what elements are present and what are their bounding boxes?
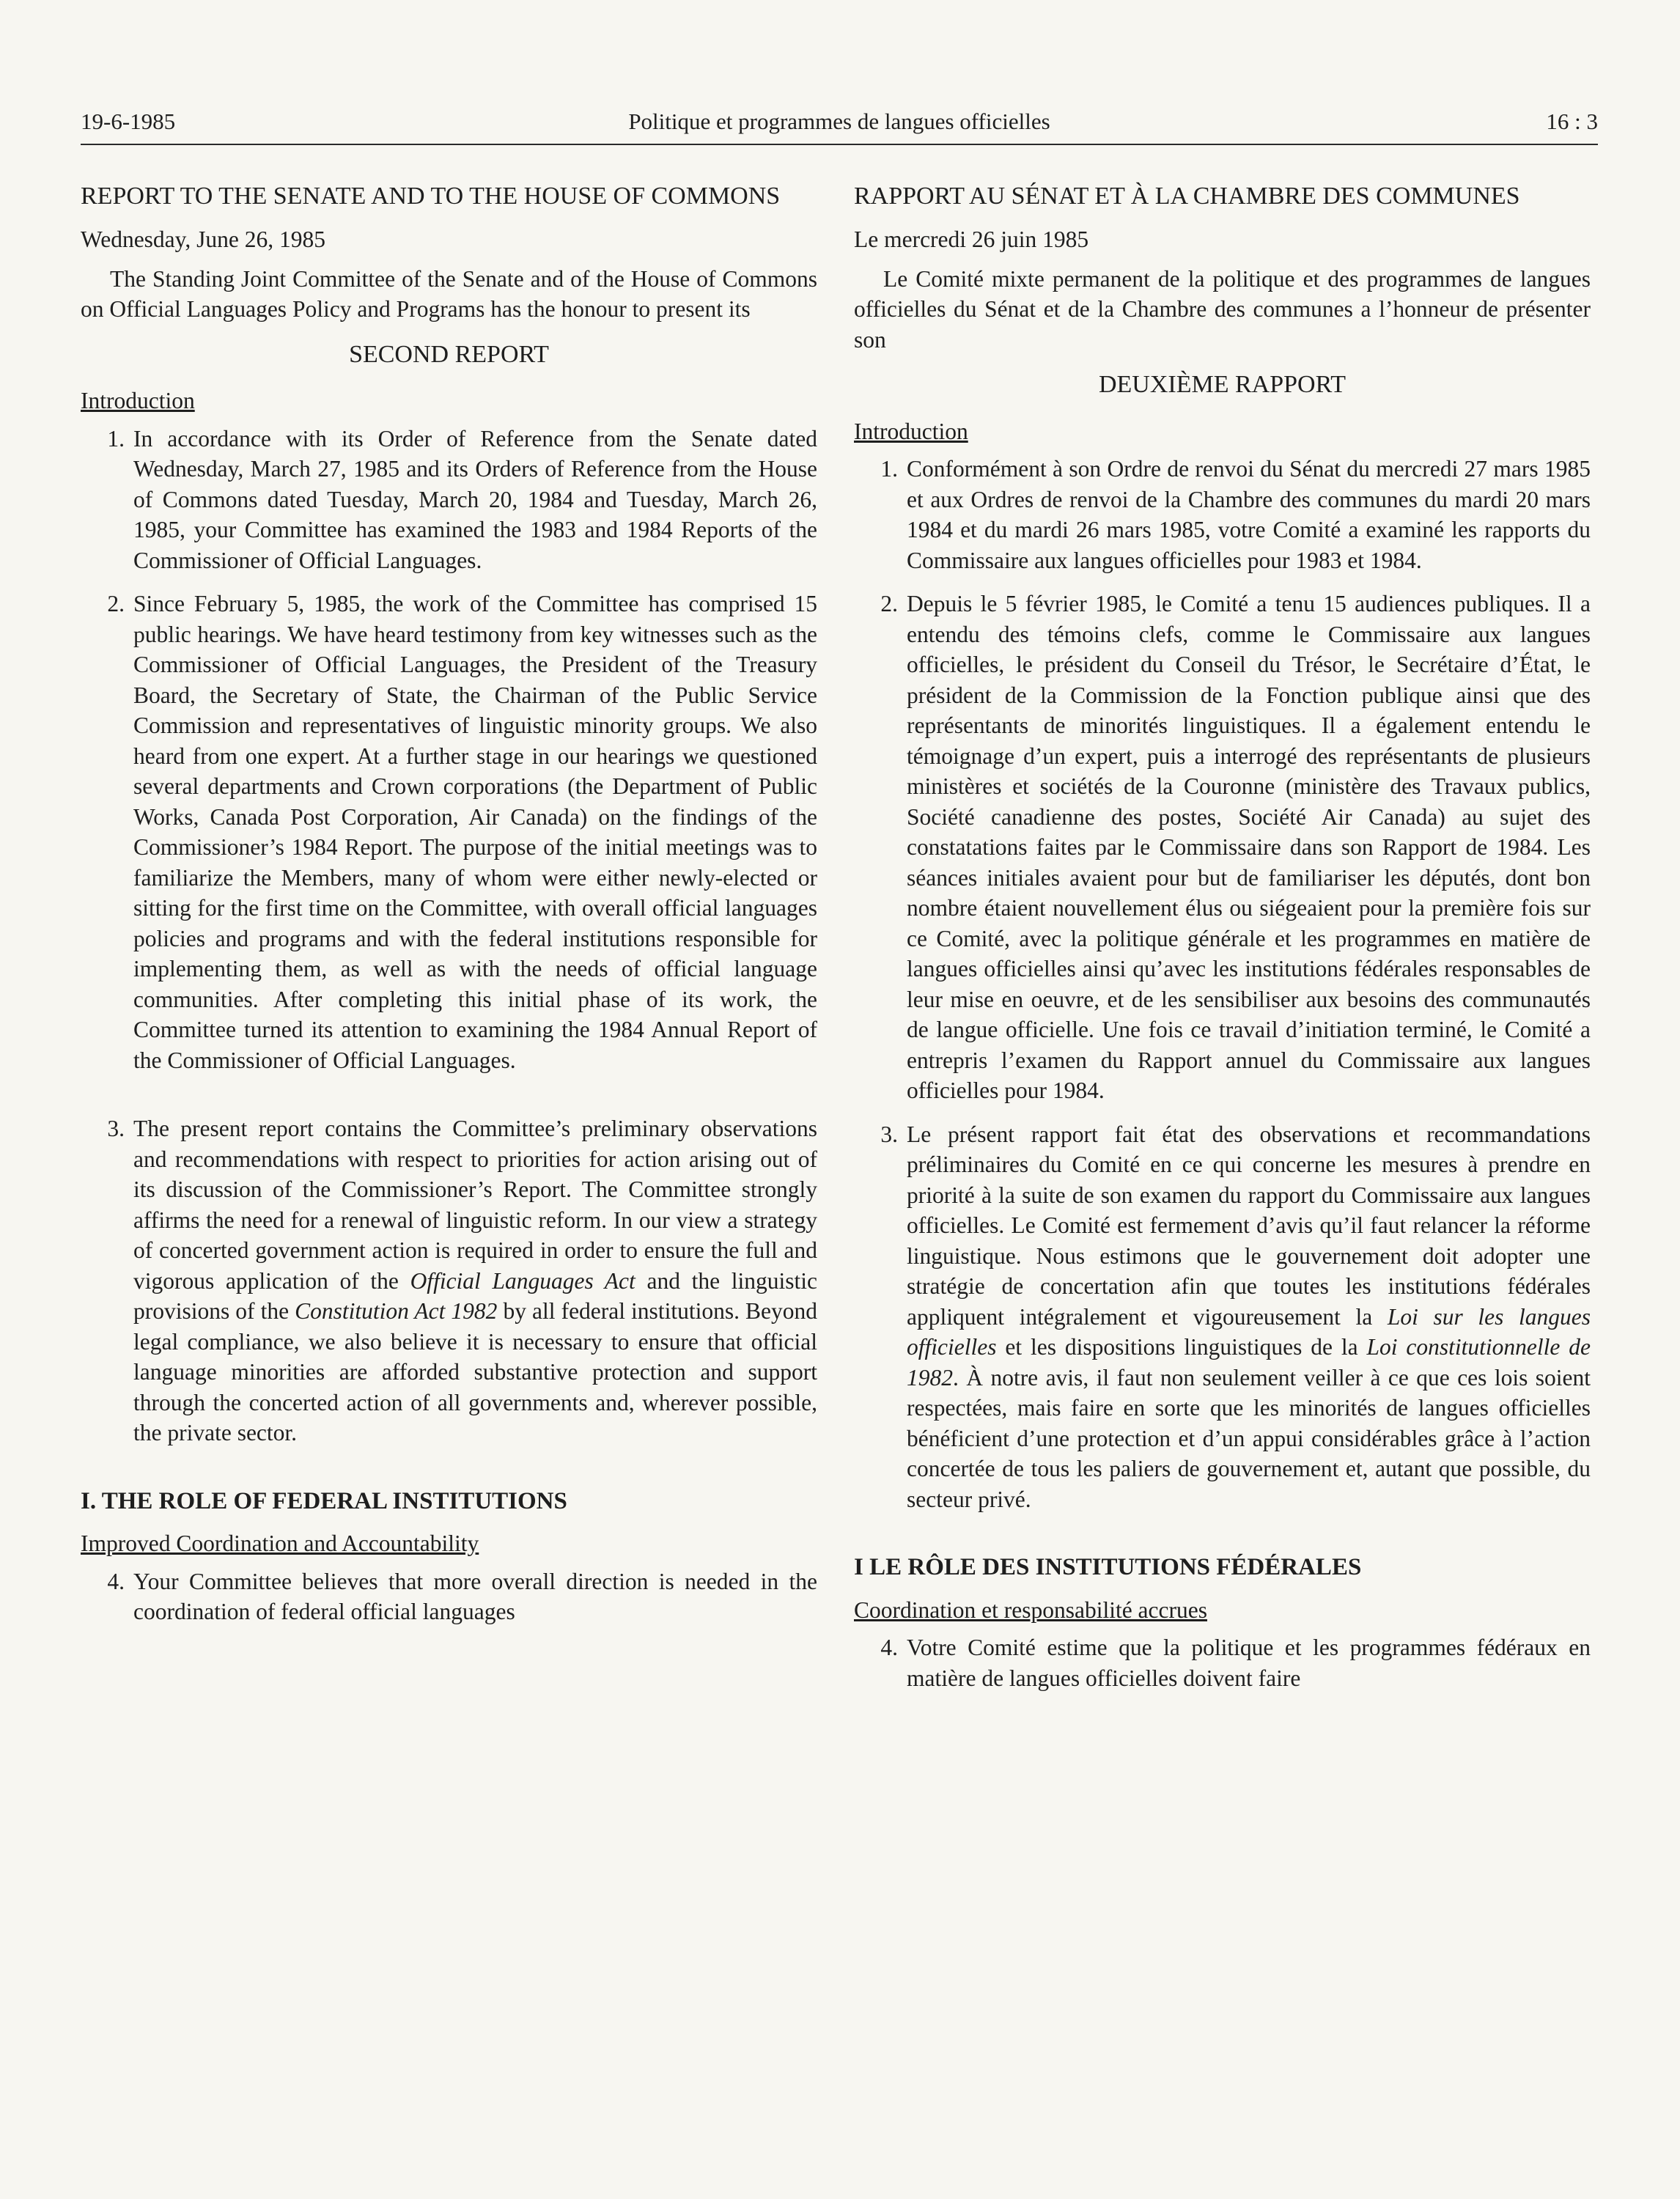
act-title: Loi sur les langues officielles [907,1303,1591,1360]
report-name: SECOND REPORT [349,340,549,368]
numbered-list [854,1632,1591,1693]
item-number: 4. [880,1635,898,1660]
item-number: 2. [107,591,125,616]
list-item [854,1632,1591,1693]
list-item [81,424,817,576]
sub-heading: Coordination et responsabilité accrues [854,1596,1207,1623]
item-number: 2. [880,591,898,616]
report-name: DEUXIÈME RAPPORT [1098,371,1346,398]
report-date: Le mercredi 26 juin 1985 [854,226,1089,252]
act-title: Constitution Act 1982 [295,1298,498,1324]
act-title: Loi constitutionnelle de 1982 [907,1334,1591,1391]
item-text: Since February 5, 1985, the work of the Committee has comprised 15 public hearings. We have heard testimony from key witnesses such as the Commissioner of Official Languages, the President of the Treasury Board, the Secretary of State, the Chairman of the Public Service Commission and representatives of linguistic minority groups. We also heard from one expert. At a further stage in our hearings we questioned several departments and Crown corporations (the Department of Public Works, Canada Post Corporation, Air Canada) on the findings of the Commissioner’s 1984 Report. The purpose of the initial meetings was to familiarize the Members, many of whom were either newly-elected or sitting for the first time on the Committee, with overall official languages policies and programs and with the federal institutions responsible for implementing them, as well as with the needs of official language communities. After completing this initial phase of its work, the Committee turned its attention to examining the 1984 Annual Report of the Commissioner of Official Languages. [133,591,817,1073]
header-date: 19-6-1985 [81,108,176,134]
item-number: 1. [880,456,898,482]
section-heading: I LE RÔLE DES INSTITUTIONS FÉDÉRALES [854,1554,1362,1580]
item-text: Le présent rapport fait état des observations et recommandations préliminaires du Comité en ce qui concerne les mesures à prendre en priorité à la suite de son examen du rapport du Commissaire aux langues officielles. Le Comité est fermement d’avis qu’il faut relancer la réforme linguistique. Nous estimons que le gouvernement doit adopter une stratégie de concertation afin que toutes les institutions fédérales appliquent intégralement et vigoureusement la Loi sur les langues officielles et les dispositions linguistiques de la Loi constitutionnelle de 1982. À notre avis, il faut non seulement veiller à ce que ces lois soient respectées, mais faire en sorte que les minorités de langues officielles bénéficient d’une protection et d’un appui considérables grâce à l’action concertée de tous les paliers de gouvernement et, autant que possible, du secteur privé. [907,1121,1591,1512]
intro-paragraph: Le Comité mixte permanent de la politique et des programmes de langues officielles du Sénat et de la Chambre des communes a l’honneur de présenter son [854,265,1591,353]
header-title: Politique et programmes de langues officielles [628,108,1050,134]
item-text: Depuis le 5 février 1985, le Comité a tenu 15 audiences publiques. Il a entendu des témoins clefs, comme le Commissaire aux langues officielles, le président du Conseil du Trésor, le Secrétaire d’État, le président de la Commission de la Fonction publique ainsi que des représentants de minorités linguistiques. Il a également entendu le témoignage d’un expert, puis a interrogé des représentants de plusieurs ministères et sociétés de la Couronne (ministère des Travaux publics, Société canadienne des postes, Société Air Canada) au sujet des constatations faites par le Commissaire dans son Rapport de 1984. Les séances initiales avaient pour but de familiariser les députés, dont bon nombre étaient nouvellement élus ou siégeaient pour la première fois sur ce Comité, avec la politique générale et les programmes en matière de langues officielles ainsi qu’avec les institutions fédérales responsables de leur mise en oeuvre, et de les sensibiliser aux besoins des communautés de langue officielle. Une fois ce travail d’initiation terminé, le Comité a entrepris l’examen du Rapport annuel du Commissaire aux langues officielles pour 1984. [907,591,1591,1103]
item-text: Votre Comité estime que la politique et les programmes fédéraux en matière de langues officielles doivent faire [907,1635,1591,1691]
item-number: 1. [107,425,125,452]
section-label: Introduction [854,418,968,444]
list-item [854,454,1591,575]
document-page [81,103,1598,2155]
numbered-list [854,454,1591,1514]
item-text: Your Committee believes that more overall direction is needed in the coordination of federal official languages [133,1568,817,1624]
numbered-list [81,424,817,1448]
page-number: 16 : 3 [1546,108,1598,134]
item-text: In accordance with its Order of Reference from the Senate dated Wednesday, March 27, 1985 and its Orders of Reference from the House of Commons dated Tuesday, March 20, 1984 and Tuesday, March 26, 1985, your Committee has examined the 1983 and 1984 Reports of the Commissioner of Official Languages. [133,425,817,573]
item-text: Conformément à son Ordre de renvoi du Sénat du mercredi 27 mars 1985 et aux Ordres de renvoi de la Chambre des communes du mardi 20 mars 1984 et du mardi 26 mars 1985, votre Comité a examiné les rapports du Commissaire aux langues officielles pour 1983 et 1984. [907,456,1591,573]
intro-paragraph: The Standing Joint Committee of the Senate and of the House of Commons on Official Languages Policy and Programs has the honour to present its [81,265,817,322]
report-date: Wednesday, June 26, 1985 [81,226,325,252]
list-item [81,589,817,1075]
list-item [81,1113,817,1448]
report-title: REPORT TO THE SENATE AND TO THE HOUSE OF COMMONS [81,183,781,210]
item-text: The present report contains the Committee’s preliminary observations and recommendations with respect to priorities for action arising out of its discussion of the Commissioner’s Report. The Committee strongly affirms the need for a renewal of linguistic reform. In our view a strategy of concerted government action is required in order to ensure the full and vigorous application of the Official Languages Act and the linguistic provisions of the Constitution Act 1982 by all federal institutions. Beyond legal compliance, we also believe it is necessary to ensure that official language minorities are afforded substantive protection and support through the concerted action of all governments and, wherever possible, the private sector. [133,1116,817,1445]
item-number: 3. [107,1116,125,1141]
list-item [854,1119,1591,1515]
numbered-list [81,1566,817,1627]
sub-heading: Improved Coordination and Accountability [81,1531,479,1556]
act-title: Official Languages Act [410,1267,635,1294]
section-label: Introduction [81,388,195,413]
list-item [81,1566,817,1627]
running-header [81,103,1598,145]
french-column [854,182,1591,2154]
item-number: 4. [107,1568,125,1594]
english-column [81,182,817,2154]
item-number: 3. [880,1121,898,1147]
list-item [854,589,1591,1106]
report-title: RAPPORT AU SÉNAT ET À LA CHAMBRE DES COMMUNES [854,183,1520,210]
two-column-body [81,182,1598,2154]
section-heading: I. THE ROLE OF FEDERAL INSTITUTIONS [81,1487,567,1514]
